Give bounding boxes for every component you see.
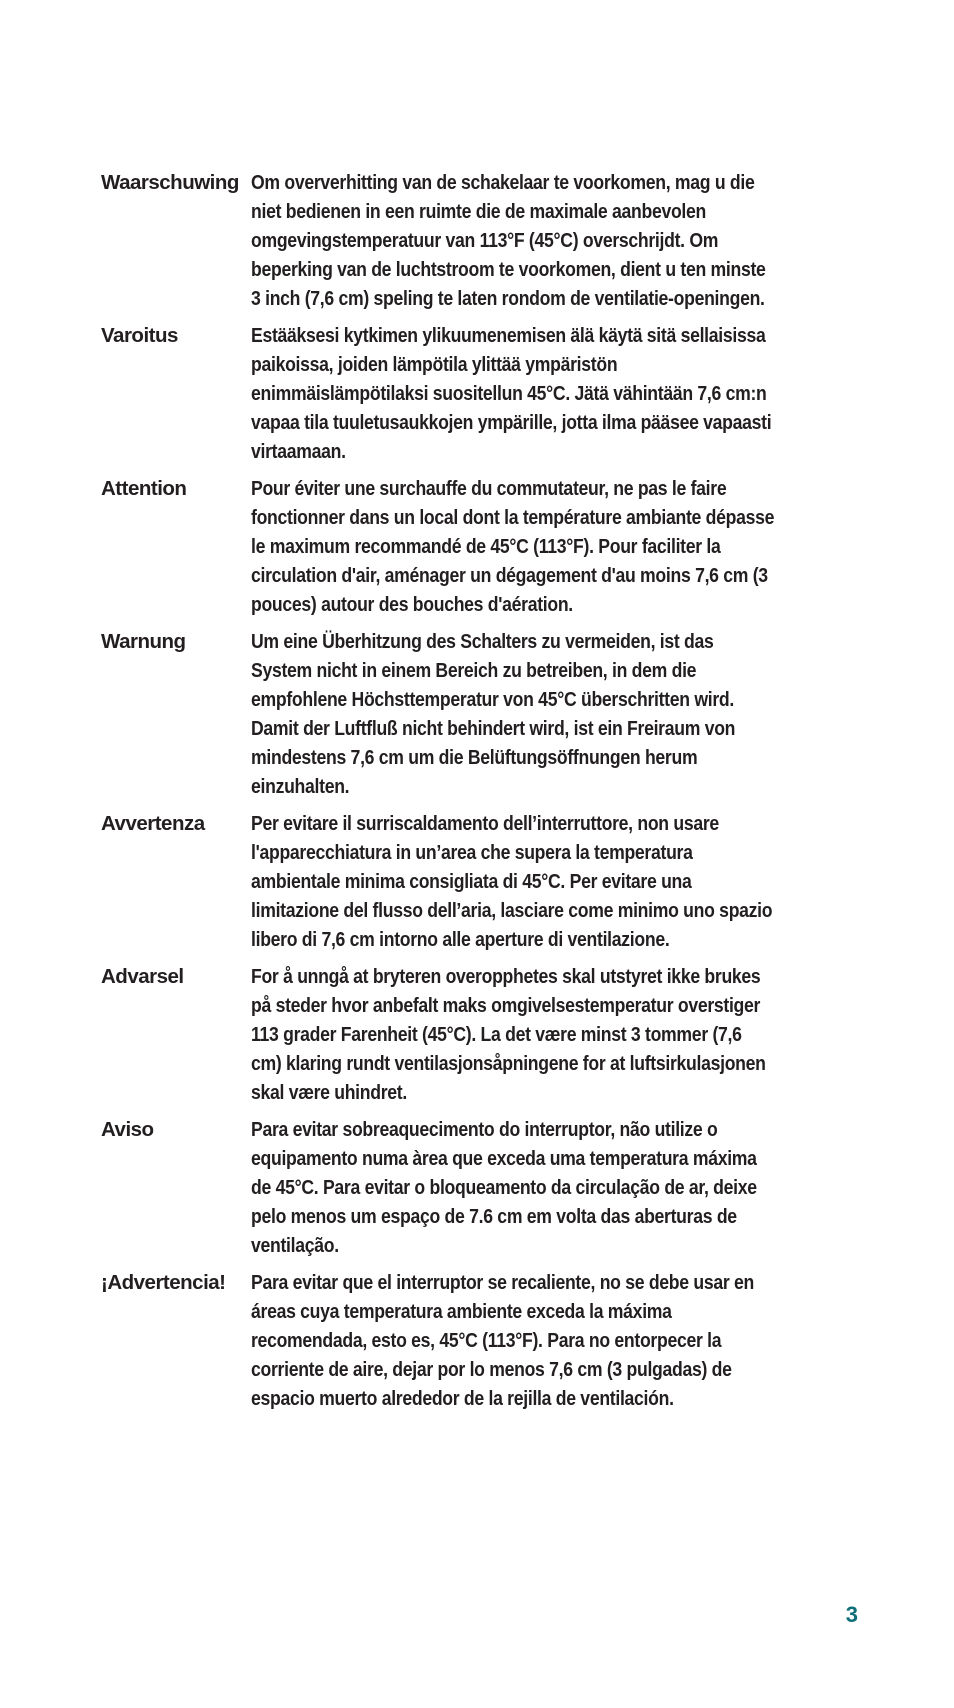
warning-label: Attention (101, 477, 187, 500)
warning-label: Advarsel (101, 965, 184, 988)
page-number: 3 (845, 1602, 858, 1627)
warning-text: Per evitare il surriscaldamento dell’interruttore, non usare l'apparecchiatura in un’area che supera la temperatura ambientale minima consigliata di 45°C. Per evitare una limitazione del flusso dell’aria, lasciare come minimo uno spazio libero di 7,6 cm intorno alle aperture di ventilazione. (251, 812, 773, 951)
warning-text: Estääksesi kytkimen ylikuumenemisen älä käytä sitä sellaisissa paikoissa, joiden lämpötila ylittää ympäristön enimmäislämpötilaksi suositellun 45°C. Jätä vähintään 7,6 cm:n vapaa tila tuuletusaukkojen ympärille, jotta ilma pääsee vapaasti virtaamaan. (251, 324, 772, 463)
warning-french (101, 474, 861, 619)
warning-dutch (101, 168, 861, 313)
warning-text: Para evitar sobreaquecimento do interruptor, não utilize o equipamento numa àrea que exceda uma temperatura máxima de 45°C. Para evitar o bloqueamento da circulação de ar, deixe pelo menos um espaço de 7.6 cm em volta das aberturas de ventilação. (251, 1118, 757, 1257)
warning-text: Om oververhitting van de schakelaar te voorkomen, mag u die niet bedienen in een ruimte die de maximale aanbevolen omgevingstemperatuur van 113°F (45°C) overschrijdt. Om beperking van de luchtstroom te voorkomen, dient u ten minste 3 inch (7,6 cm) speling te laten rondom de ventilatie-openingen. (251, 171, 766, 310)
warning-label: ¡Advertencia! (101, 1271, 226, 1294)
warning-label: Warnung (101, 630, 186, 653)
warning-spanish (101, 1268, 861, 1413)
warning-label: Aviso (101, 1118, 154, 1141)
warning-label: Varoitus (101, 324, 178, 347)
warning-text: Um eine Überhitzung des Schalters zu vermeiden, ist das System nicht in einem Bereich zu betreiben, in dem die empfohlene Höchsttemperatur von 45°C überschritten wird. Damit der Luftfluß nicht behindert wird, ist ein Freiraum von mindestens 7,6 cm um die Belüftungsöffnungen herum einzuhalten. (251, 630, 736, 798)
warning-label: Avvertenza (101, 812, 205, 835)
warning-portuguese (101, 1115, 861, 1260)
warning-italian (101, 809, 861, 954)
warning-label: Waarschuwing (101, 171, 239, 194)
warning-finnish (101, 321, 861, 466)
warnings-list (101, 168, 861, 1421)
warning-text: Pour éviter une surchauffe du commutateur, ne pas le faire fonctionner dans un local dont la température ambiante dépasse le maximum recommandé de 45°C (113°F). Pour faciliter la circulation d'air, aménager un dégagement d'au moins 7,6 cm (3 pouces) autour des bouches d'aération. (251, 477, 775, 616)
warning-german (101, 627, 861, 801)
warning-text: For å unngå at bryteren overopphetes skal utstyret ikke brukes på steder hvor anbefalt maks omgivelsestemperatur overstiger 113 grader Farenheit (45°C). La det være minst 3 tommer (7,6 cm) klaring rundt ventilasjonsåpningene for at luftsirkulasjonen skal være uhindret. (251, 965, 766, 1104)
warning-text: Para evitar que el interruptor se recaliente, no se debe usar en áreas cuya temperatura ambiente exceda la máxima recomendada, esto es, 45°C (113°F). Para no entorpecer la corriente de aire, dejar por lo menos 7,6 cm (3 pulgadas) de espacio muerto alrededor de la rejilla de ventilación. (251, 1271, 754, 1410)
warning-norwegian (101, 962, 861, 1107)
